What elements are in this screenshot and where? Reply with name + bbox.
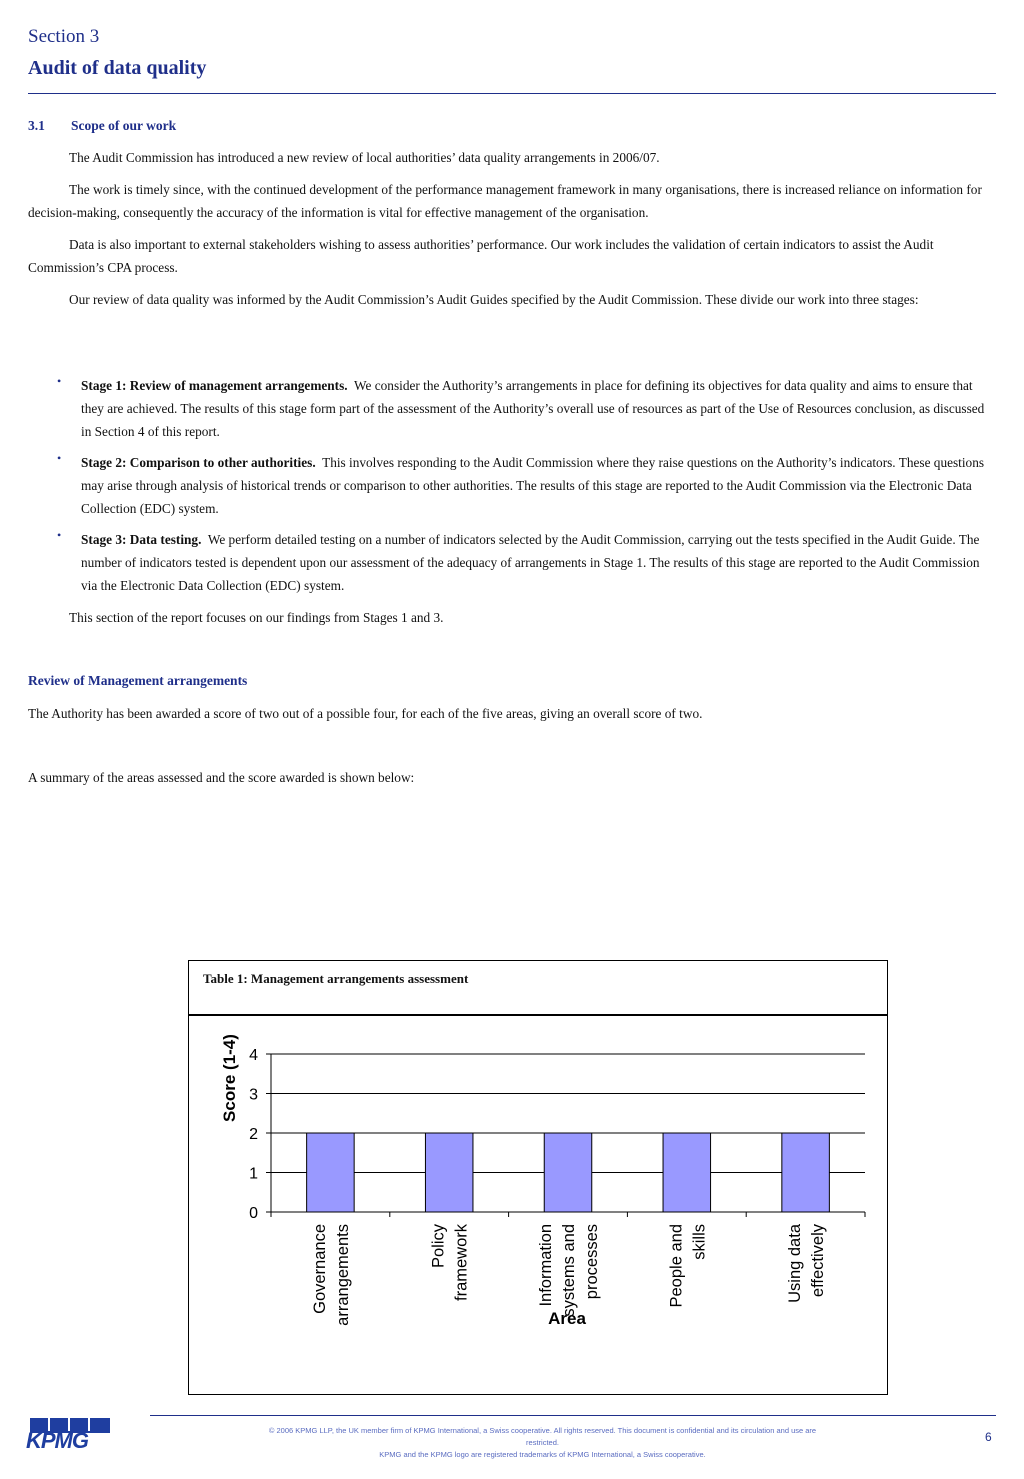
x-category-label bbox=[537, 1224, 601, 1317]
y-tick-label: 4 bbox=[249, 1047, 258, 1064]
scope-paragraph-3: Data is also important to external stakeholders wishing to assess authorities’ performance. Our work includes the validation of certain indicators to assist the Audit Commission’s CPA process. bbox=[28, 237, 934, 275]
stage-2-text: This involves responding to the Audit Commission where they raise questions on the Authority’s indicators. These questions may arise through analysis of historical trends or comparison to other authorities. The results of this stage are reported to the Audit Commission via the Electronic Data Collection (EDC) system. bbox=[81, 455, 985, 516]
bar bbox=[544, 1133, 592, 1212]
review-paragraph-2: A summary of the areas assessed and the score awarded is shown below: bbox=[28, 770, 415, 785]
x-category-line: systems and bbox=[560, 1224, 578, 1317]
assessment-table bbox=[188, 960, 888, 1395]
bar bbox=[425, 1133, 473, 1212]
kpmg-logo-text: KPMG bbox=[26, 1428, 88, 1453]
footer-divider bbox=[150, 1415, 996, 1416]
scope-paragraph-4: Our review of data quality was informed by the Audit Commission’s Audit Guides specified by the Audit Commission. These divide our work into three stages: bbox=[69, 292, 919, 307]
table-header-cell bbox=[189, 961, 887, 1016]
x-category-line: People and bbox=[667, 1224, 686, 1308]
chart-y-ticks bbox=[249, 1047, 258, 1222]
bar bbox=[307, 1133, 355, 1212]
section-label: Section 3 bbox=[28, 26, 100, 47]
stage-3-lead: Stage 3: Data testing. bbox=[81, 532, 202, 547]
scope-heading: Scope of our work bbox=[71, 118, 177, 133]
bar bbox=[663, 1133, 711, 1212]
bar bbox=[782, 1133, 830, 1212]
x-category-line: processes bbox=[583, 1224, 601, 1300]
y-tick-label: 0 bbox=[249, 1205, 258, 1222]
y-axis-label: Score (1-4) bbox=[220, 1034, 239, 1122]
x-category-line: Governance bbox=[310, 1224, 329, 1314]
section-title: Audit of data quality bbox=[28, 57, 207, 79]
x-axis-label: Area bbox=[548, 1309, 586, 1328]
scope-number: 3.1 bbox=[28, 118, 45, 133]
review-paragraph-1: The Authority has been awarded a score of two out of a possible four, for each of the five areas, giving an overall score of two. bbox=[28, 706, 703, 721]
x-category-label bbox=[786, 1223, 827, 1303]
stage-3-text: We perform detailed testing on a number of indicators selected by the Audit Commission, carrying out the tests specified in the Audit Guide. The number of indicators tested is dependent upon our assessment of the adequacy of arrangements in Stage 1. The results of this stage are reported to the Audit Commission via the Electronic Data Collection (EDC) system. bbox=[81, 532, 980, 593]
x-category-line: skills bbox=[690, 1224, 709, 1260]
x-category-line: framework bbox=[452, 1224, 471, 1302]
bullet-icon: • bbox=[57, 528, 62, 542]
stage-2-lead: Stage 2: Comparison to other authorities. bbox=[81, 455, 316, 470]
kpmg-logo bbox=[26, 1417, 112, 1453]
page-number: 6 bbox=[985, 1430, 992, 1444]
x-category-line: arrangements bbox=[333, 1224, 352, 1326]
management-chart bbox=[189, 1018, 886, 1393]
x-category-line: Using data bbox=[786, 1224, 805, 1303]
footer-copyright bbox=[260, 1425, 825, 1461]
header-divider bbox=[28, 93, 996, 94]
y-tick-label: 2 bbox=[249, 1126, 258, 1143]
scope-paragraph-2: The work is timely since, with the continued development of the performance management framework in many organisations, there is increased reliance on information for decision-making, consequently the accuracy of the information is vital for effective management of the organisation. bbox=[28, 182, 982, 220]
scope-closing: This section of the report focuses on our findings from Stages 1 and 3. bbox=[69, 610, 444, 625]
x-category-line: effectively bbox=[809, 1224, 828, 1298]
x-category-label bbox=[311, 1224, 352, 1326]
x-category-label bbox=[430, 1223, 471, 1301]
x-category-line: Information bbox=[537, 1224, 555, 1307]
footer-line-1: © 2006 KPMG LLP, the UK member firm of KPMG International, a Swiss cooperative. All rights reserved. This document is confidential and its circulation and use are restricted. bbox=[268, 1426, 817, 1447]
x-category-label bbox=[667, 1224, 708, 1308]
table-caption: Table 1: Management arrangements assessment bbox=[203, 971, 469, 986]
footer-line-2: KPMG and the KPMG logo are registered trademarks of KPMG International, a Swiss cooperative. bbox=[379, 1450, 706, 1459]
bullet-icon: • bbox=[57, 374, 62, 388]
review-heading: Review of Management arrangements bbox=[28, 673, 248, 688]
y-tick-label: 1 bbox=[249, 1165, 258, 1183]
y-tick-label: 3 bbox=[249, 1086, 258, 1104]
stage-1-text: We consider the Authority’s arrangements in place for defining its objectives for data quality and aims to ensure that they are achieved. The results of this stage form part of the assessment of the Authority’s overall use of resources as part of the Use of Resources conclusion, as discussed in Section 4 of this report. bbox=[81, 378, 985, 439]
scope-paragraph-1: The Audit Commission has introduced a new review of local authorities’ data quality arrangements in 2006/07. bbox=[69, 150, 660, 165]
stage-1-lead: Stage 1: Review of management arrangements. bbox=[81, 378, 348, 393]
x-category-line: Policy bbox=[429, 1224, 448, 1269]
bullet-icon: • bbox=[57, 451, 62, 465]
